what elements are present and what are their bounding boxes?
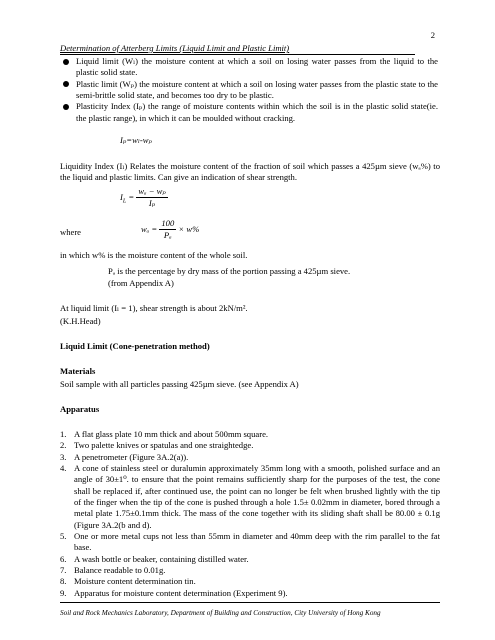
page-footer: Soil and Rock Mechanics Laboratory, Department of Building and Construction, City University of Hong Kong: [60, 609, 381, 617]
list-item: 2. Two palette knives or spatulas and one straightedge.: [60, 440, 254, 451]
wa-equation: wₐ = $\frac{100}{\text{Pₐ}}$ × w%: [141, 218, 200, 241]
section-title: Determination of Atterberg Limits (Liquid Limit and Plastic Limit): [60, 43, 415, 55]
list-item: 1. A flat glass plate 10 mm thick and about 500mm square.: [60, 429, 269, 439]
fraction: $\frac{100}{\text{Pₐ}}$: [161, 218, 175, 241]
footer-divider: [60, 602, 440, 603]
list-item: 8. Moisture content determination tin.: [60, 576, 196, 587]
shear-strength-text: At liquid limit (Iₗ = 1), shear strength is about 2kN/m².: [60, 303, 248, 313]
definitions-list: [62, 56, 438, 124]
cone-method-heading: Liquid Limit (Cone-penetration method): [60, 341, 210, 351]
list-item: 3. A penetrometer (Figure 3A.2(a)).: [60, 451, 189, 462]
apparatus-list: [60, 429, 440, 599]
list-item: 6. A wash bottle or beaker, containing distilled water.: [60, 553, 249, 564]
page-number: 2: [430, 30, 435, 40]
note-line: Pₐ is the percentage by dry mass of the portion passing a 425µm sieve.: [108, 266, 351, 276]
list-item: 5. One or more metal cups not less than 55mm in diameter and 40mm deep with the rim parallel to the fat base.: [60, 531, 440, 553]
list-item: 4. A cone of stainless steel or duralumin approximately 35mm long with a smooth, polished surface and an angle of 30±1⁰. to ensure that the point remains sufficiently sharp for the purposes of the test, the cone shall be replaced if, after continued use, the point can no longer be felt when brushed lightly with the tip of the finger when the tip of the cone is pushed through a hole 1.5± 0.02mm in diameter, bored through a metal plate 1.75±0.1mm thick. The mass of the cone together with its sliding shaft shall be 80.00 ± 0.1g (Figure 3A.2(b and d).: [60, 463, 440, 530]
bullet-icon: [63, 104, 69, 110]
apparatus-heading: Apparatus: [60, 404, 100, 414]
plasticity-index-formula: Iₚ=wₗ-wₚ: [120, 135, 152, 145]
list-item: 7. Balance readable to 0.01g.: [60, 565, 166, 576]
materials-heading: Materials: [60, 366, 96, 376]
liquidity-index-equation: $I_L$ = $\frac{\text{wₐ − wₚ}}{\text{Iₚ}}$: [120, 186, 166, 209]
materials-text: Soil sample with all particles passing 425µm sieve. (see Appendix A): [60, 379, 299, 389]
note-line: (from Appendix A): [108, 278, 174, 288]
list-item: Liquid limit (Wₗ) the moisture content at which a soil on losing water passes from the liquid to the plastic solid state.: [62, 56, 438, 79]
shear-reference: (K.H.Head): [60, 316, 101, 326]
bullet-icon: [63, 59, 69, 65]
liquidity-index-text: Liquidity Index (Iₗ) Relates the moisture content of the fraction of soil which passes a 425µm sieve (wₐ%) to the liquid and plastic limits. Can give an indication of shear strength.: [60, 161, 440, 183]
note-line: in which w% is the moisture content of the whole soil.: [60, 250, 248, 260]
list-item: Plastic limit (Wₚ) the moisture content at which a soil on losing water passes from the plastic state to the semi-brittle solid state, and becomes too dry to be plastic.: [62, 79, 438, 102]
list-item: Plasticity Index (Iₚ) the range of moisture contents within which the soil is in the plastic solid state(ie. the plastic range), in which it can be moulded without cracking.: [62, 101, 438, 124]
bullet-icon: [63, 81, 69, 87]
fraction: $\frac{\text{wₐ − wₚ}}{\text{Iₚ}}$: [138, 186, 166, 209]
where-label: where: [60, 227, 81, 237]
list-item: 9. Apparatus for moisture content determination (Experiment 9).: [60, 587, 288, 598]
